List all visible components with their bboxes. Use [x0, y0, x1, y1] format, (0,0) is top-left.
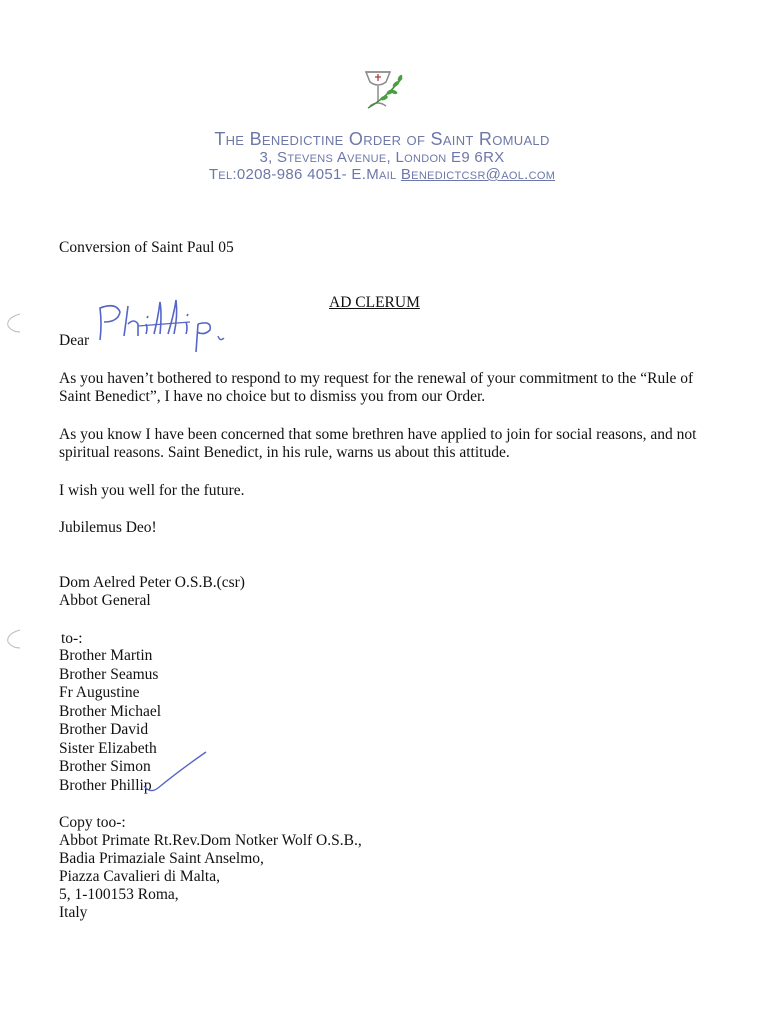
copy-to-block	[59, 814, 362, 922]
org-address: 3, Stevens Avenue, London E9 6RX	[259, 149, 505, 166]
copy-to-line: 5, 1-100153 Roma,	[59, 886, 179, 903]
recipient-item: Brother Phillip	[59, 776, 152, 794]
org-contact	[0, 166, 764, 183]
recipient-item: Sister Elizabeth	[59, 739, 157, 757]
recipient-item: Brother Seamus	[59, 665, 159, 683]
recipient-item: Brother Michael	[59, 702, 162, 720]
copy-to-line: Piazza Cavalieri di Malta,	[59, 868, 220, 885]
chalice-logo-icon	[358, 68, 406, 112]
org-name: The Benedictine Order of Saint Romuald	[214, 129, 550, 149]
punch-hole-mark	[4, 628, 22, 650]
salutation: Dear	[59, 332, 90, 349]
recipient-item: Brother Simon	[59, 758, 151, 775]
paragraph-concern: As you know I have been concerned that some brethren have applied to join for social reasons, and not spiritual reasons. Saint Benedict, in his rule, warns us about this attitude.	[59, 426, 697, 461]
punch-hole-mark	[4, 312, 22, 334]
contact-prefix: Tel:0208-986 4051- E.Mail	[208, 166, 401, 183]
letter-title: AD CLERUM	[329, 294, 420, 311]
handwritten-name	[94, 294, 270, 356]
recipient-item: Brother David	[59, 721, 149, 738]
recipients-label: to-:	[61, 630, 83, 647]
signer-block	[59, 574, 245, 610]
closing-wish: I wish you well for the future.	[59, 482, 245, 499]
copy-to-line: Abbot Primate Rt.Rev.Dom Notker Wolf O.S.B.,	[59, 832, 362, 849]
signer-title: Abbot General	[59, 592, 151, 609]
recipient-item: Brother Martin	[59, 647, 153, 664]
copy-to-line: Badia Primaziale Saint Anselmo,	[59, 850, 264, 867]
checkmark-icon	[140, 748, 210, 800]
signer-name: Dom Aelred Peter O.S.B.(csr)	[59, 574, 245, 591]
paragraph-dismissal: As you haven’t bothered to respond to my request for the renewal of your commitment to the “Rule of Saint Benedict”, I have no choice but to dismiss you from our Order.	[59, 370, 694, 405]
email-link[interactable]: Benedictcsr@aol.com	[400, 166, 556, 183]
blessing: Jubilemus Deo!	[59, 519, 157, 536]
copy-to-line: Italy	[59, 904, 88, 921]
date-line: Conversion of Saint Paul 05	[59, 239, 234, 256]
recipient-item: Fr Augustine	[59, 684, 140, 701]
copy-to-label: Copy too-:	[59, 814, 126, 831]
